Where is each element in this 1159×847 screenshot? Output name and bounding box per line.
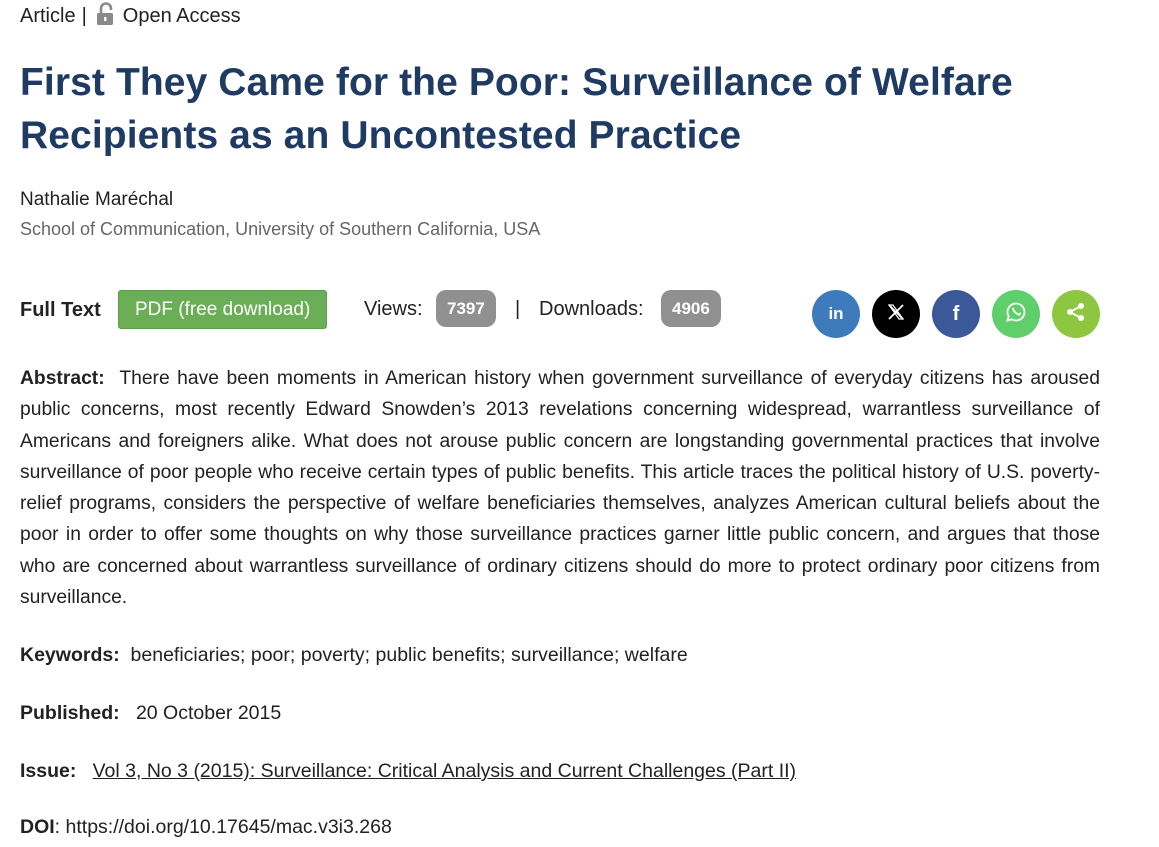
article-title: First They Came for the Poor: Surveillance of Welfare Recipients as an Uncontested Practice — [20, 61, 1013, 157]
article-type-label: Article — [20, 4, 76, 27]
x-icon — [887, 303, 905, 326]
x-share-button[interactable] — [872, 290, 920, 338]
share-button[interactable] — [1052, 290, 1100, 338]
linkedin-share-button[interactable] — [812, 290, 860, 338]
issue-link[interactable]: Vol 3, No 3 (2015): Surveillance: Critical Analysis and Current Challenges (Part II) — [92, 760, 797, 782]
issue-label: Issue: — [20, 760, 77, 782]
full-text-label: Full Text — [20, 299, 101, 321]
published-row — [20, 702, 281, 725]
keywords-label: Keywords: — [20, 644, 120, 666]
whatsapp-share-button[interactable] — [992, 290, 1040, 338]
meta-separator: | — [81, 4, 87, 27]
abstract — [20, 363, 1100, 613]
share-icon — [1065, 301, 1087, 328]
downloads-label: Downloads: — [539, 298, 644, 320]
keywords-row — [20, 644, 688, 667]
author-name: Nathalie Maréchal — [20, 189, 174, 210]
facebook-icon: f — [952, 302, 960, 325]
issue-row — [20, 760, 796, 783]
doi-value[interactable]: https://doi.org/10.17645/mac.v3i3.268 — [65, 816, 392, 838]
facebook-share-button[interactable] — [932, 290, 980, 338]
doi-row — [20, 816, 392, 839]
doi-colon: : — [54, 816, 61, 838]
article-meta-line — [20, 4, 241, 28]
article-actions — [20, 289, 1100, 339]
abstract-text: There have been moments in American history when government surveillance of everyday citizens has aroused public concerns, most recently Edward Snowden’s 2013 revelations concerning widespread, warrantless surveillance of Americans and foreigners alike. What does not arouse public concern are longstanding governmental practices that involve surveillance of poor people who receive certain types of public benefits. This article traces the political history of U.S. poverty-relief programs, considers the perspective of welfare beneficiaries themselves, analyzes American cultural beliefs about the poor in order to offer some thoughts on why those surveillance practices garner little public concern, and argues that those who are concerned about warrantless surveillance of ordinary citizens should do more to protect ordinary poor citizens from surveillance. — [20, 368, 1100, 609]
downloads-count-badge: 4906 — [661, 290, 721, 327]
stats-separator: | — [515, 298, 521, 320]
open-lock-icon — [95, 2, 117, 26]
abstract-label: Abstract: — [20, 368, 105, 389]
author-affiliation: School of Communication, University of Southern California, USA — [20, 219, 541, 239]
pdf-download-button[interactable]: PDF (free download) — [118, 290, 327, 329]
views-label: Views: — [364, 298, 423, 320]
published-date: 20 October 2015 — [135, 702, 282, 724]
doi-label: DOI — [20, 816, 55, 838]
views-count-badge: 7397 — [436, 290, 496, 327]
open-access-label: Open Access — [122, 4, 241, 27]
linkedin-icon: in — [828, 304, 844, 323]
published-label: Published: — [20, 702, 120, 724]
whatsapp-icon — [1004, 300, 1028, 329]
keywords-value: beneficiaries; poor; poverty; public benefits; surveillance; welfare — [130, 644, 688, 666]
